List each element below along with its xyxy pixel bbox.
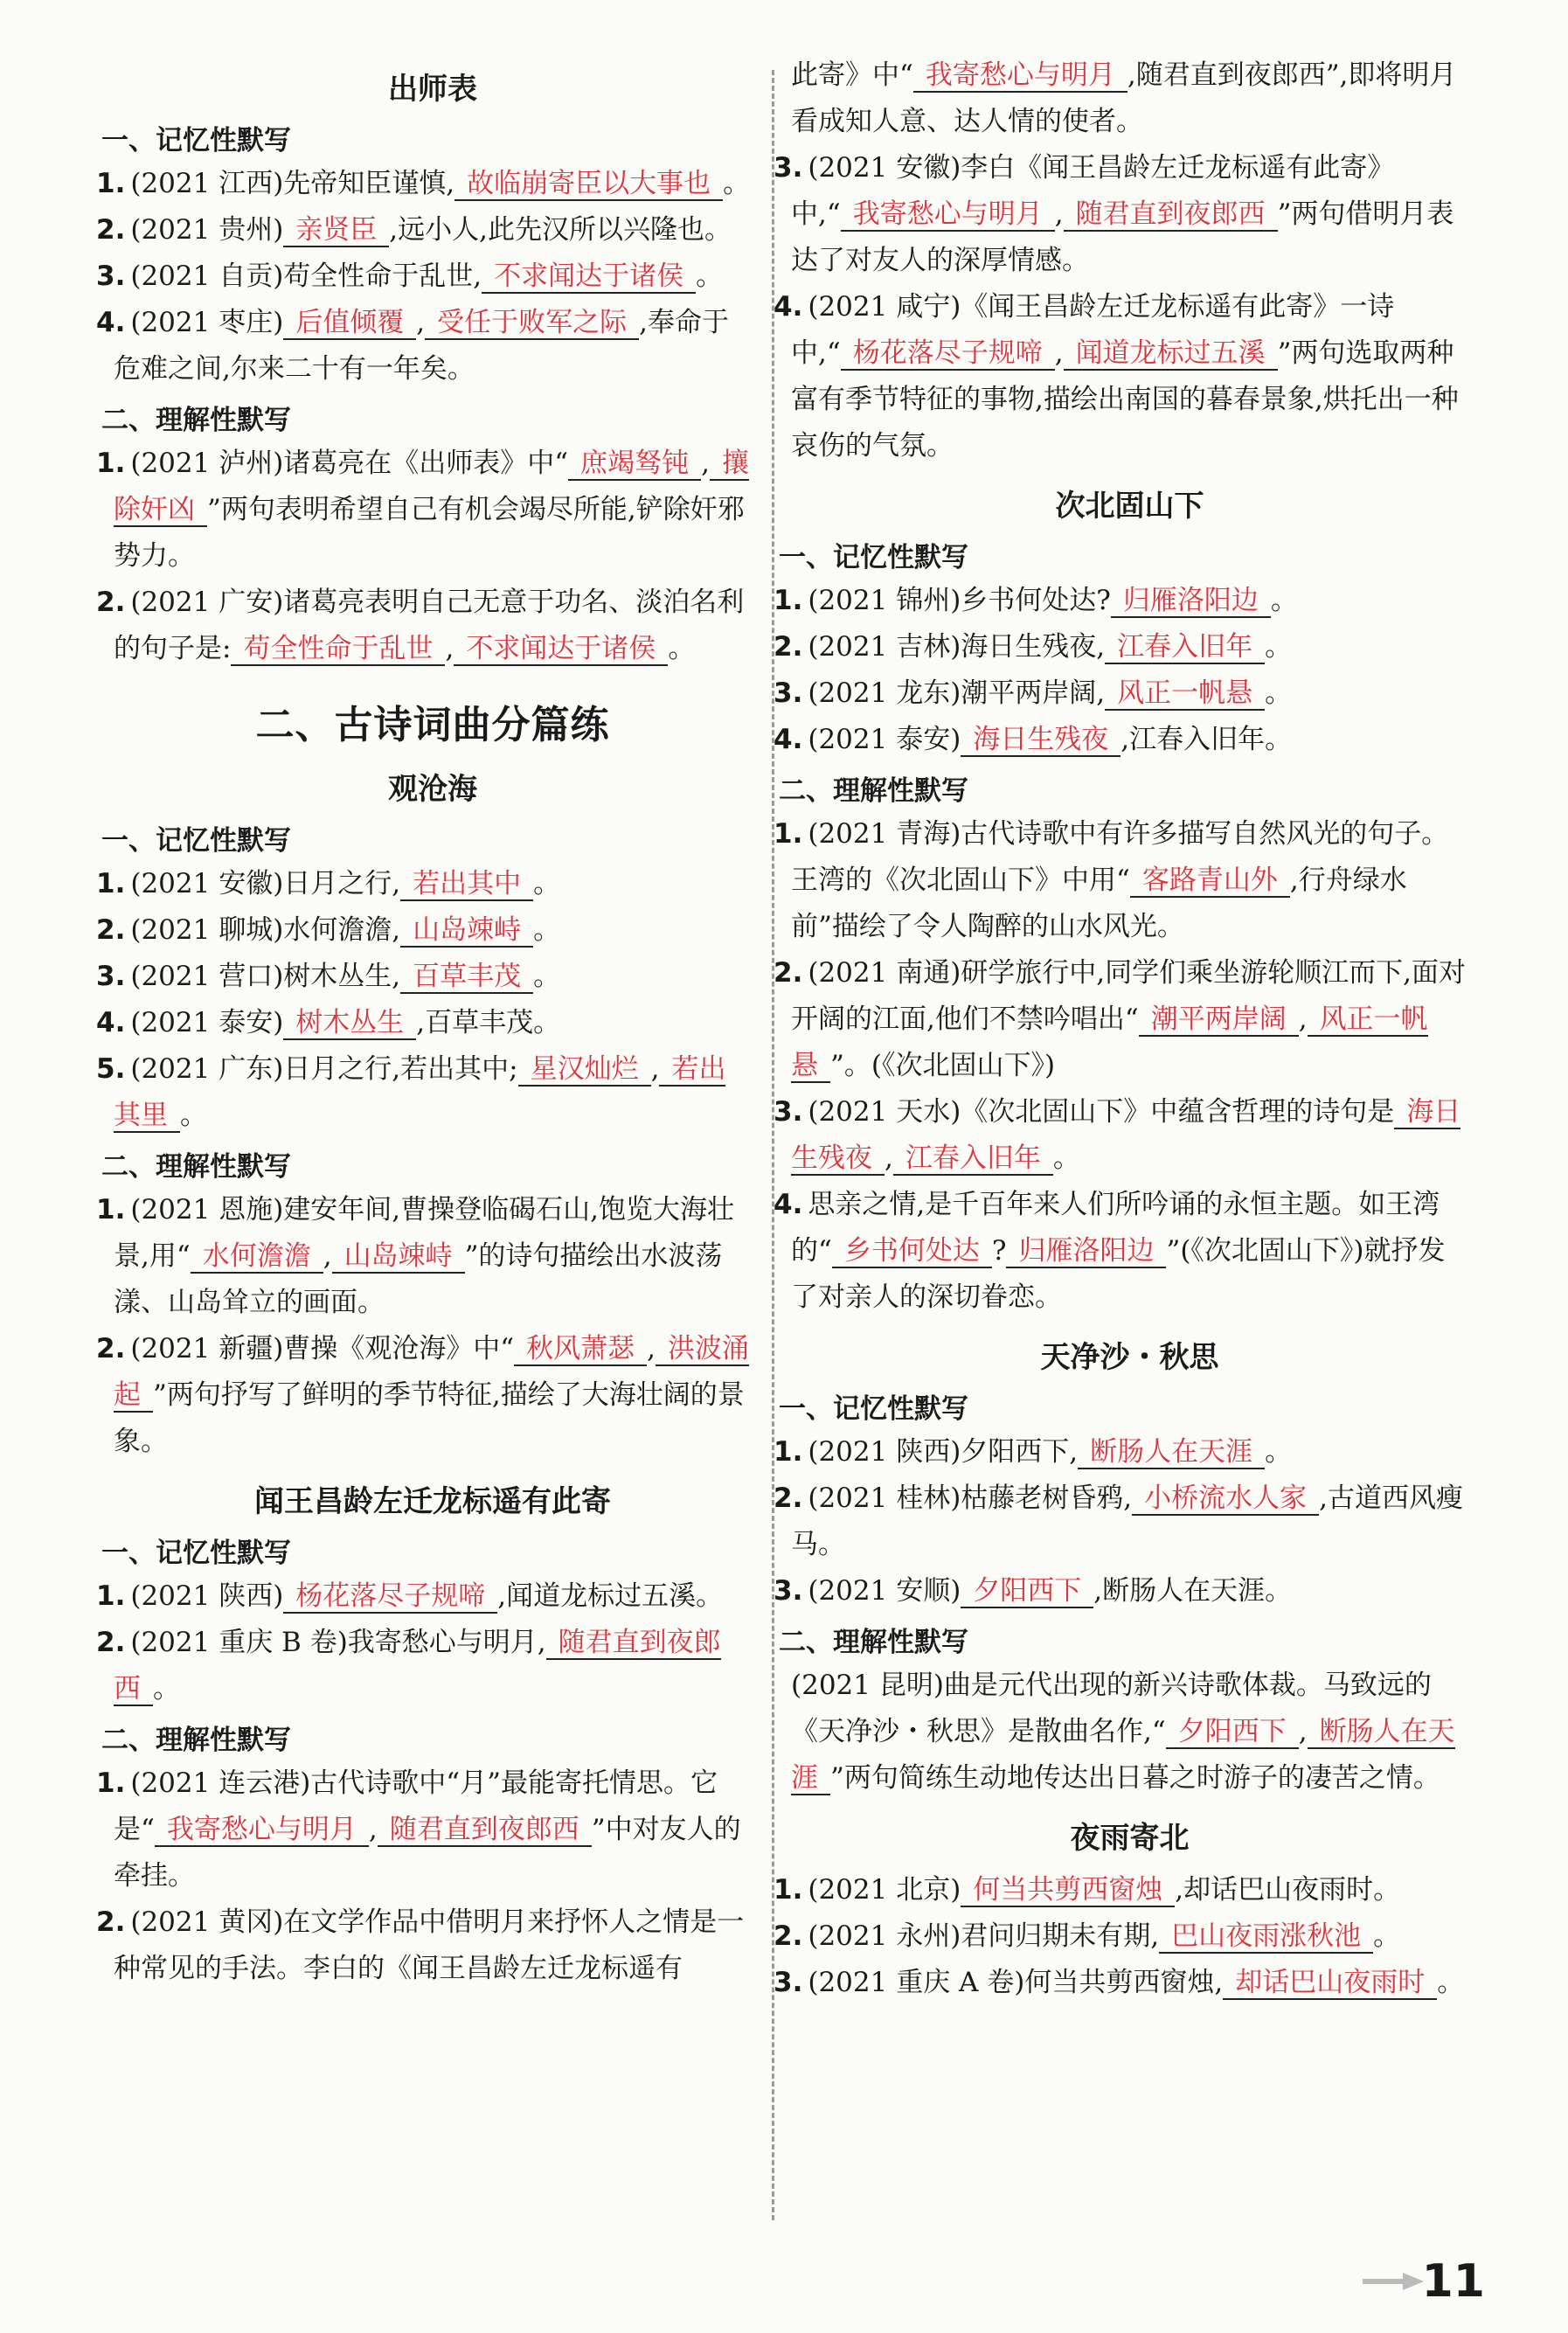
question-text: ”中对友人的牵挂。 [114, 1814, 741, 1892]
question-text: (2021 恩施)建安年间,曹操登临碣石山,饱览大海壮景,用“ [114, 1194, 735, 1272]
question-item [774, 717, 1468, 763]
question-text: (2021 龙东)潮平两岸阔, [808, 677, 1106, 709]
section-heading: 一、记忆性默写 [779, 1393, 968, 1425]
question-item [96, 1326, 752, 1465]
answer-blank: 潮平两岸阔 [1139, 1003, 1299, 1037]
question-text: ”两句借明月表达了对友人的深厚情感。 [791, 198, 1454, 276]
question-item [791, 52, 1468, 145]
answer-blank: 后值倾覆 [283, 307, 416, 340]
answer-blank: 攘除奸凶 [114, 448, 750, 525]
question-text: ,百草丰茂。 [416, 1007, 561, 1038]
question-item [96, 1760, 752, 1899]
answer-blank: 随君直到夜郎西 [1064, 198, 1278, 232]
question-number: 1. [96, 1194, 126, 1226]
poem-title: 天净沙・秋思 [1040, 1340, 1219, 1375]
answer-blank: 杨花落尽子规啼 [283, 1580, 497, 1614]
question-number: 4. [774, 291, 803, 323]
question-text: ,断肠人在天涯。 [1093, 1575, 1293, 1607]
poem-title: 观沧海 [388, 772, 477, 807]
question-number: 1. [96, 1580, 126, 1612]
question-text: 。 [1437, 1967, 1465, 1998]
question-item [774, 284, 1468, 469]
question-text: ,江春入旧年。 [1120, 724, 1293, 755]
poem-title: 次北固山下 [1055, 489, 1204, 524]
question-text: 此寄》中“ [791, 59, 913, 91]
question-item [774, 1182, 1468, 1321]
question-text: 。 [533, 961, 561, 992]
question-item [774, 1913, 1468, 1960]
chapter-title: 二、古诗词曲分篇练 [255, 703, 610, 747]
question-text: 。 [1373, 1920, 1401, 1952]
question-number: 2. [96, 914, 126, 946]
question-text: ”两句选取两种富有季节特征的事物,描绘出南国的暮春景象,烘托出一种哀伤的气氛。 [791, 337, 1459, 462]
question-number: 2. [774, 957, 803, 989]
left-column [96, 52, 752, 1992]
poem-title: 闻王昌龄左迁龙标遥有此寄 [254, 1484, 611, 1519]
question-text: , [1054, 337, 1064, 369]
section-heading: 二、理解性默写 [779, 1627, 968, 1658]
question-number: 3. [774, 1575, 803, 1607]
question-text: (2021 营口)树木丛生, [130, 961, 401, 992]
question-item [774, 1475, 1468, 1568]
question-text: 。 [1265, 677, 1293, 709]
question-number: 3. [774, 1096, 803, 1128]
question-text: , [1298, 1003, 1308, 1035]
answer-blank: 风正一帆悬 [791, 1003, 1428, 1081]
question-number: 3. [774, 1967, 803, 1998]
right-column [774, 52, 1468, 2006]
question-item [96, 1000, 752, 1046]
question-text: ”。(《次北固山下》) [830, 1050, 1056, 1081]
answer-blank: 何当共剪西窗烛 [961, 1874, 1175, 1907]
question-text: (2021 咸宁)《闻王昌龄左迁龙标遥有此寄》一诗中,“ [791, 291, 1395, 369]
answer-blank: 归雁洛阳边 [1111, 585, 1271, 618]
section-heading: 一、记忆性默写 [101, 825, 291, 857]
section-heading: 一、记忆性默写 [779, 542, 968, 573]
question-text: (2021 陕西)夕阳西下, [808, 1436, 1079, 1468]
answer-blank: 我寄愁心与明月 [155, 1814, 369, 1847]
answer-blank: 归雁洛阳边 [1006, 1235, 1166, 1268]
question-text: (2021 永州)君问归期未有期, [808, 1920, 1160, 1952]
question-number: 2. [96, 1627, 126, 1658]
question-text: (2021 青海)古代诗歌中有许多描写自然风光的句子。王湾的《次北固山下》中用“ [791, 818, 1449, 896]
answer-blank: 断肠人在天涯 [1078, 1436, 1265, 1469]
answer-blank: 夕阳西下 [961, 1575, 1093, 1608]
answer-blank: 乡书何处达 [832, 1235, 992, 1268]
question-item [96, 253, 752, 300]
answer-blank: 夕阳西下 [1166, 1716, 1299, 1749]
question-text: 。 [723, 168, 751, 199]
answer-blank: 受任于败军之际 [425, 307, 639, 340]
question-item [774, 578, 1468, 624]
question-number: 2. [96, 1906, 126, 1938]
question-text: (2021 泰安) [808, 724, 961, 755]
question-text: , [1054, 198, 1064, 230]
question-number: 5. [96, 1053, 126, 1085]
question-text: (2021 安徽)李白《闻王昌龄左迁龙标遥有此寄》中,“ [791, 152, 1395, 230]
question-item [96, 161, 752, 207]
question-number: 1. [96, 168, 126, 199]
question-text: ”两句简练生动地传达出日暮之时游子的凄苦之情。 [830, 1762, 1440, 1794]
question-number: 1. [96, 1767, 126, 1799]
question-text: (2021 江西)先帝知臣谨慎, [130, 168, 455, 199]
answer-blank: 随君直到夜郎西 [378, 1814, 592, 1847]
answer-blank: 海日生残夜 [791, 1096, 1461, 1174]
question-text: (2021 北京) [808, 1874, 961, 1906]
answer-blank: 巴山夜雨涨秋池 [1159, 1920, 1373, 1954]
answer-blank: 断肠人在天涯 [791, 1716, 1455, 1794]
question-item [96, 954, 752, 1000]
question-text: 。 [668, 633, 696, 664]
answer-blank: 水何澹澹 [191, 1240, 323, 1274]
question-item [774, 1568, 1468, 1614]
question-text: (2021 陕西) [130, 1580, 284, 1612]
question-text: (2021 吉林)海日生残夜, [808, 631, 1106, 663]
question-item [96, 1187, 752, 1326]
question-text: (2021 连云港)古代诗歌中“月”最能寄托情思。它是“ [114, 1767, 718, 1845]
answer-blank: 亲贤臣 [283, 214, 389, 247]
question-text: (2021 广东)日月之行,若出其中; [130, 1053, 518, 1085]
question-text: (2021 锦州)乡书何处达? [808, 585, 1111, 616]
question-item [791, 1663, 1468, 1802]
question-text: (2021 枣庄) [130, 307, 284, 338]
answer-blank: 江春入旧年 [893, 1142, 1053, 1176]
question-number: 3. [96, 260, 126, 292]
section-heading: 二、理解性默写 [101, 1151, 291, 1183]
question-text: (2021 安徽)日月之行, [130, 868, 401, 899]
question-text: , [885, 1142, 893, 1174]
question-text: , [1298, 1716, 1308, 1747]
question-text: ,随君直到夜郎西”,即将明月看成知人意、达人情的使者。 [791, 59, 1457, 137]
answer-blank: 秋风萧瑟 [514, 1333, 647, 1366]
answer-blank: 山岛竦峙 [400, 914, 533, 948]
question-number: 3. [774, 677, 803, 709]
question-number: 4. [774, 1189, 803, 1220]
question-item [96, 861, 752, 907]
answer-blank: 若出其中 [400, 868, 533, 901]
question-item [774, 670, 1468, 717]
question-text: ”的诗句描绘出水波荡漾、山岛耸立的画面。 [114, 1240, 723, 1318]
answer-blank: 百草丰茂 [400, 961, 533, 994]
question-text: 。 [1052, 1142, 1080, 1174]
question-text: 思亲之情,是千百年来人们所吟诵的永恒主题。如王湾的“ [791, 1189, 1440, 1267]
answer-blank: 小桥流水人家 [1132, 1482, 1319, 1516]
question-text: 。 [153, 1673, 180, 1705]
question-text: ,却话巴山夜雨时。 [1175, 1874, 1401, 1906]
question-number: 1. [774, 585, 803, 616]
answer-blank: 却话巴山夜雨时 [1223, 1967, 1437, 2000]
question-item [96, 580, 752, 672]
answer-blank: 我寄愁心与明月 [841, 198, 1055, 232]
question-number: 2. [96, 1333, 126, 1364]
question-text: (2021 天水)《次北固山下》中蕴含哲理的诗句是 [808, 1096, 1395, 1128]
question-number: 1. [96, 868, 126, 899]
question-text: 。 [1265, 631, 1293, 663]
question-text: ,古道西风瘦马。 [791, 1482, 1464, 1560]
question-item [774, 1429, 1468, 1475]
question-item [96, 300, 752, 392]
question-text: , [368, 1814, 378, 1845]
question-number: 4. [96, 307, 126, 338]
answer-blank: 山岛竦峙 [332, 1240, 465, 1274]
question-number: 4. [96, 1007, 126, 1038]
question-item [774, 1867, 1468, 1913]
answer-blank: 不求闻达于诸侯 [454, 633, 668, 666]
question-text: 。 [1265, 1436, 1293, 1468]
question-item [774, 145, 1468, 284]
section-heading: 二、理解性默写 [101, 405, 291, 436]
section-heading: 二、理解性默写 [779, 775, 968, 807]
question-text: (2021 安顺) [808, 1575, 961, 1607]
question-item [96, 1620, 752, 1712]
answer-blank: 风正一帆悬 [1105, 677, 1265, 711]
question-text: (2021 黄冈)在文学作品中借明月来抒怀人之情是一种常见的手法。李白的《闻王昌龄左迁龙标遥有 [114, 1906, 745, 1984]
answer-blank: 客路青山外 [1130, 864, 1290, 898]
question-text: ,奉命于危难之间,尔来二十有一年矣。 [114, 307, 730, 385]
question-text: , [650, 1053, 660, 1085]
question-number: 3. [96, 961, 126, 992]
question-number: 4. [774, 724, 803, 755]
answer-blank: 树木丛生 [283, 1007, 416, 1040]
question-number: 2. [96, 587, 126, 618]
question-text: ? [991, 1235, 1007, 1267]
question-text: (2021 昆明)曲是元代出现的新兴诗歌体裁。马致远的《天净沙・秋思》是散曲名作,“ [791, 1670, 1432, 1747]
question-number: 2. [774, 1920, 803, 1952]
question-number: 2. [774, 631, 803, 663]
question-text: , [445, 633, 454, 664]
question-item [96, 1573, 752, 1620]
question-text: (2021 重庆 A 卷)何当共剪西窗烛, [808, 1967, 1224, 1998]
question-text: , [416, 307, 426, 338]
question-text: (2021 广安)诸葛亮表明自己无意于功名、淡泊名利的句子是: [114, 587, 745, 664]
question-item [96, 441, 752, 580]
question-item [96, 907, 752, 954]
answer-blank: 随君直到夜郎西 [114, 1627, 721, 1705]
question-item [96, 1046, 752, 1139]
question-text: (2021 泰安) [130, 1007, 284, 1038]
question-text: (2021 聊城)水何澹澹, [130, 914, 401, 946]
question-item [96, 1899, 752, 1992]
answer-blank: 苟全性命于乱世 [231, 633, 445, 666]
question-text: (2021 重庆 B 卷)我寄愁心与明月, [130, 1627, 546, 1658]
question-text: (2021 贵州) [130, 214, 284, 246]
question-text: 。 [1270, 585, 1298, 616]
page-arrow-icon [1363, 2273, 1424, 2290]
section-heading: 二、理解性默写 [101, 1725, 291, 1756]
question-text: (2021 自贡)苟全性命于乱世, [130, 260, 482, 292]
answer-blank: 江春入旧年 [1105, 631, 1265, 664]
question-number: 2. [774, 1482, 803, 1514]
answer-blank: 杨花落尽子规啼 [841, 337, 1055, 371]
answer-blank: 不求闻达于诸侯 [482, 260, 696, 294]
question-text: (2021 南通)研学旅行中,同学们乘坐游轮顺江而下,面对开阔的江面,他们不禁吟唱出“ [791, 957, 1467, 1035]
question-text: (2021 泸州)诸葛亮在《出师表》中“ [130, 448, 569, 479]
question-text: (2021 桂林)枯藤老树昏鸦, [808, 1482, 1133, 1514]
question-number: 1. [774, 1874, 803, 1906]
question-text: 。 [533, 914, 561, 946]
question-text: , [323, 1240, 332, 1272]
section-heading: 一、记忆性默写 [101, 125, 291, 156]
answer-blank: 我寄愁心与明月 [913, 59, 1127, 93]
question-text: ,闻道龙标过五溪。 [497, 1580, 724, 1612]
question-number: 1. [96, 448, 126, 479]
question-number: 2. [96, 214, 126, 246]
question-number: 3. [774, 152, 803, 184]
question-text: ,远小人,此先汉所以兴隆也。 [389, 214, 732, 246]
question-item [774, 1960, 1468, 2006]
question-text: ”两句抒写了鲜明的季节特征,描绘了大海壮阔的景象。 [114, 1379, 745, 1457]
page-number: 11 [1421, 2255, 1485, 2308]
section-heading: 一、记忆性默写 [101, 1538, 291, 1569]
question-item [774, 950, 1468, 1089]
question-number: 1. [774, 1436, 803, 1468]
answer-blank: 星汉灿烂 [518, 1053, 651, 1087]
question-text: (2021 新疆)曹操《观沧海》中“ [130, 1333, 515, 1364]
question-text: ”(《次北固山下》)就抒发了对亲人的深切眷恋。 [791, 1235, 1446, 1313]
answer-blank: 洪波涌起 [114, 1333, 750, 1411]
answer-blank: 若出其里 [114, 1053, 726, 1131]
question-item [774, 1089, 1468, 1182]
question-text: 。 [180, 1100, 207, 1131]
question-text: ”两句表明希望自己有机会竭尽所能,铲除奸邪势力。 [114, 494, 745, 572]
question-text: , [647, 1333, 656, 1364]
question-item [774, 811, 1468, 950]
question-item [96, 207, 752, 253]
answer-blank: 闻道龙标过五溪 [1064, 337, 1278, 371]
answer-blank: 海日生残夜 [961, 724, 1120, 757]
question-text: 。 [696, 260, 724, 292]
answer-blank: 故临崩寄臣以大事也 [454, 168, 723, 201]
poem-title: 夜雨寄北 [1070, 1821, 1190, 1856]
poem-title: 出师表 [388, 72, 477, 107]
question-text: , [701, 448, 711, 479]
question-text: ,行舟绿水前”描绘了令人陶醉的山水风光。 [791, 864, 1407, 942]
question-text: 。 [533, 868, 561, 899]
answer-blank: 庶竭驽钝 [568, 448, 701, 481]
question-number: 1. [774, 818, 803, 850]
question-item [774, 624, 1468, 670]
